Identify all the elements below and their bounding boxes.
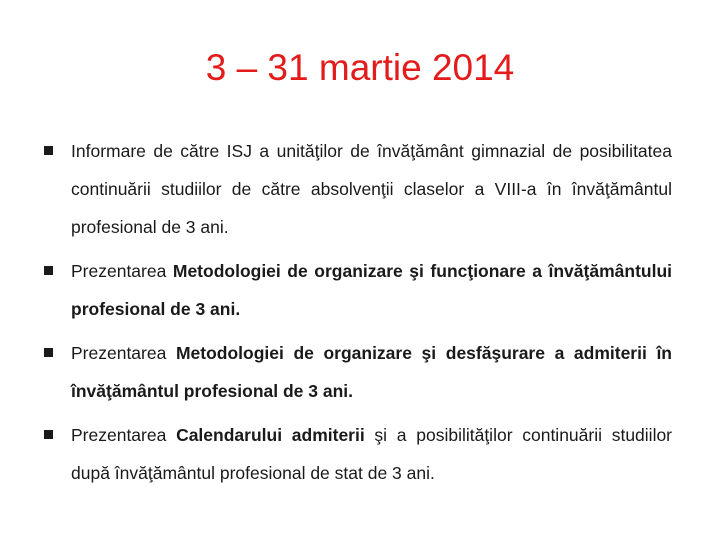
bullet-text: Prezentarea [71, 343, 176, 363]
slide-title: 3 – 31 martie 2014 [205, 47, 515, 88]
square-bullet-icon [44, 266, 53, 275]
bullet-item-calendar [44, 416, 672, 492]
bullet-text-bold: Metodologiei de organizare şi funcţionare a învăţământului profesional de 3 ani. [71, 261, 672, 319]
bullet-item-metodologie-functionare [44, 252, 672, 328]
bullet-text: Prezentarea [71, 261, 173, 281]
bullet-item-informare [44, 132, 672, 246]
bullet-item-metodologie-admitere [44, 334, 672, 410]
square-bullet-icon [44, 146, 53, 155]
bullet-text: Prezentarea [71, 425, 177, 445]
bullet-text-bold: Calendarului admiterii [176, 425, 365, 445]
square-bullet-icon [44, 348, 53, 357]
bullet-list [44, 132, 672, 498]
bullet-text-bold: Metodologiei de organizare şi desfăşurare a admiterii în învăţământul profesional de 3 ani. [71, 343, 672, 401]
bullet-text: Informare de către ISJ a unităţilor de învăţământ gimnazial de posibilitatea continuării studiilor de către absolvenţii claselor a VIII-a în învăţământul profesional de 3 ani. [71, 141, 672, 237]
bullet-text: şi a posibilităţilor continuării studiilor după învăţământul profesional de stat de 3 ani. [71, 425, 673, 483]
square-bullet-icon [44, 430, 53, 439]
